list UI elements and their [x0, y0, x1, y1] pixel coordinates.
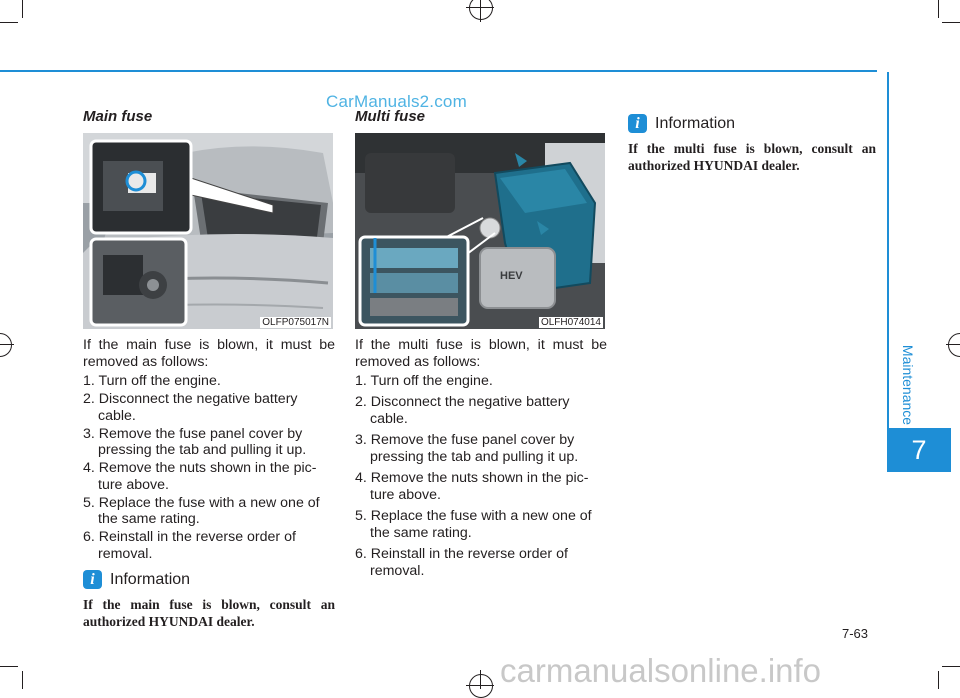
registration-mark [0, 344, 14, 345]
main-fuse-column [83, 108, 335, 630]
section-label-text: Maintenance [900, 344, 916, 426]
page-number: 7-63 [842, 626, 869, 641]
information-header [628, 114, 876, 133]
step-item: 6. Reinstall in the reverse order of removal. [83, 529, 296, 562]
intro-text: If the multi fuse is blown, it must be removed as follows: [355, 337, 607, 370]
registration-mark [946, 344, 960, 345]
step-item: 6. Reinstall in the reverse order of removal. [355, 545, 568, 579]
watermark-footer: carmanualsonline.info [500, 652, 822, 689]
registration-mark [480, 670, 481, 689]
sidebar-section-label [896, 340, 920, 430]
multi-fuse-column [355, 108, 607, 584]
trunk-illustration [83, 133, 333, 329]
step-item: 5. Replace the fuse with a new one of the same rating. [83, 494, 320, 527]
steps-list [355, 373, 607, 581]
information-text: If the multi fuse is blown, consult an authorized HYUNDAI dealer. [628, 141, 876, 173]
section-heading: Main fuse [83, 108, 153, 125]
information-text: If the main fuse is blown, consult an authorized HYUNDAI dealer. [83, 597, 335, 629]
crop-mark [0, 22, 18, 23]
step-item: 3. Remove the fuse panel cover by pressing the tab and pulling it up. [355, 431, 579, 465]
info-icon: i [83, 570, 102, 589]
crop-mark [938, 0, 939, 18]
crop-mark [942, 666, 960, 667]
section-heading: Multi fuse [355, 108, 425, 125]
crop-mark [0, 666, 18, 667]
steps-list [83, 373, 335, 562]
image-code: OLFH074014 [540, 317, 601, 328]
step-item: 2. Disconnect the negative battery cable. [83, 391, 298, 424]
watermark-link[interactable]: CarManuals2.com [326, 92, 467, 111]
registration-mark [0, 333, 12, 357]
crop-mark [22, 0, 23, 18]
registration-mark [469, 0, 493, 20]
information-title: Information [110, 570, 191, 588]
step-item: 4. Remove the nuts shown in the pic-ture above. [355, 469, 589, 503]
chapter-tab: 7 [887, 428, 951, 472]
information-column [628, 114, 876, 174]
information-title: Information [655, 114, 736, 132]
step-item: 5. Replace the fuse with a new one of the same rating. [355, 507, 592, 541]
hev-label: HEV [500, 270, 523, 282]
registration-mark [480, 0, 481, 22]
step-item: 2. Disconnect the negative battery cable. [355, 393, 570, 427]
registration-mark [466, 7, 494, 8]
image-code: OLFP075017N [262, 317, 329, 328]
information-header [83, 570, 335, 589]
header-rule [0, 70, 877, 72]
crop-mark [938, 671, 939, 689]
step-item: 4. Remove the nuts shown in the pic-ture above. [83, 460, 317, 493]
crop-mark [942, 22, 960, 23]
crop-mark [22, 671, 23, 689]
engine-bay-illustration [355, 133, 605, 329]
engine-bay-fuse-photo [355, 133, 605, 329]
step-item: 3. Remove the fuse panel cover by pressing the tab and pulling it up. [83, 425, 307, 458]
registration-mark [948, 333, 960, 357]
trunk-fuse-photo [83, 133, 333, 329]
intro-text: If the main fuse is blown, it must be removed as follows: [83, 337, 335, 370]
registration-mark [469, 674, 493, 698]
info-icon: i [628, 114, 647, 133]
registration-mark [466, 685, 494, 686]
step-item: 1. Turn off the engine. [83, 373, 221, 389]
sidebar-rule [887, 72, 889, 472]
step-item: 1. Turn off the engine. [355, 373, 493, 389]
